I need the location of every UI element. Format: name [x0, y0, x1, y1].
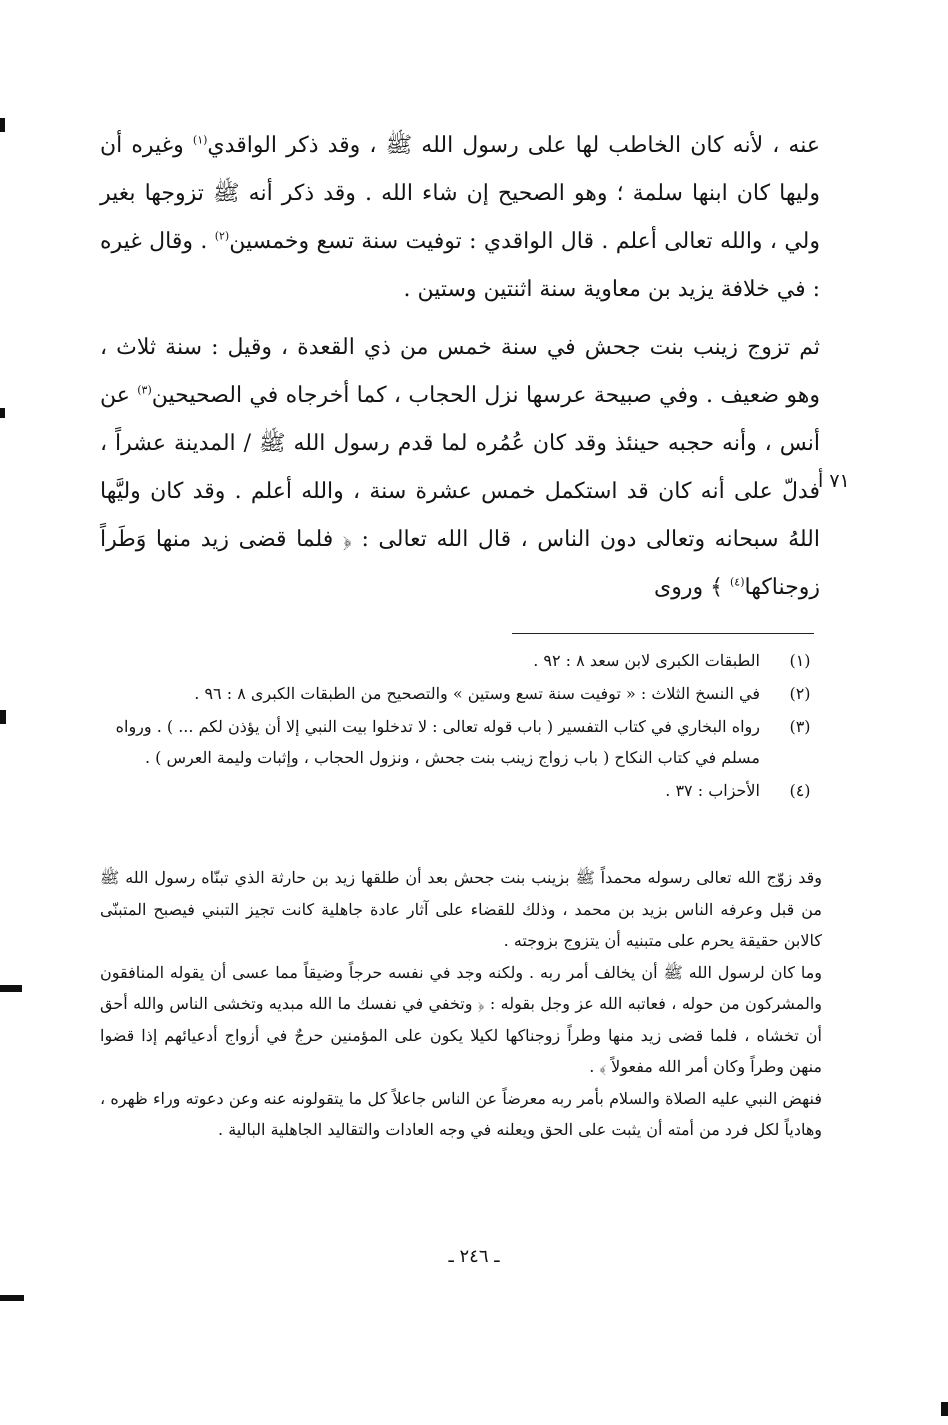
scan-mark	[0, 710, 6, 724]
text-span: وغيره أن وليها كان ابنها سلمة ؛ وهو الصحيح إن شاء الله . وقد ذكر أنه ﷺ تزوجها بغير ولي ، والله تعالى أعلم . قال الواقدي : توفيت سنة تسع وخمسين	[100, 133, 821, 254]
text-span: ﴾ وروى	[654, 575, 730, 600]
text-span: عن أنس ، وأنه حجبه حينئذ وقد كان عُمُره لما قدم رسول الله ﷺ / المدينة عشراً ، فدلّ على أنه كان قد استكمل خمس عشرة سنة ، والله أعلم . وقد كان وليَّها اللهُ سبحانه وتعالى دون الناس ، قال الله تعالى : ﴿ فلما قضى زيد منها وَطَراً زوجناكها	[100, 383, 820, 600]
footnotes	[100, 645, 820, 808]
footnote-2	[100, 678, 820, 709]
footnote-number: (١)	[789, 651, 811, 670]
footnote-ref: (٤)	[729, 575, 745, 589]
editor-note-paragraph: وقد زوّج الله تعالى رسوله محمداً ﷺ بزينب بنت جحش بعد أن طلقها زيد بن حارثة الذي تبنّاه رسول الله ﷺ من قبل وعرفه الناس بزيد بن محمد ، وذلك للقضاء على آثار عادة جاهلية كانت تجيز التبني فيصبح المتبنّى كالابن حقيقة يحرم على متبنيه أن يتزوج بزوجته .	[100, 868, 823, 950]
footnote-number: (٤)	[789, 781, 811, 800]
main-text	[100, 122, 820, 612]
text-span: عنه ، لأنه كان الخاطب لها على رسول الله ﷺ ، وقد ذكر الواقدي	[207, 133, 820, 158]
editor-note	[100, 862, 822, 1146]
footnote-number: (٢)	[789, 684, 811, 703]
text-span: . وقال غيره : في خلافة يزيد بن معاوية سنة اثنتين وستين .	[100, 229, 820, 302]
footnote-3	[100, 711, 820, 773]
footnote-text: الأحزاب : ٣٧ .	[665, 781, 760, 800]
scan-mark	[0, 985, 22, 992]
footnote-ref: (٢)	[214, 229, 230, 243]
editor-note-paragraph: فنهض النبي عليه الصلاة والسلام بأمر ربه معرضاً عن الناس جاعلاً كل ما يتقولونه عنه وعن دعوته وراء ظهره ، وهادياً لكل فرد من أمته أن يثبت على الحق ويعلنه في وجه العادات والتقاليد الجاهلية البالية .	[100, 1088, 822, 1139]
footnote-number: (٣)	[789, 717, 811, 736]
footnote-4	[100, 775, 820, 806]
scan-mark	[941, 1402, 948, 1416]
paragraph-2	[100, 324, 820, 612]
footnote-text: الطبقات الكبرى لابن سعد ٨ : ٩٢ .	[533, 651, 760, 670]
footnote-1	[100, 645, 820, 676]
scan-mark	[0, 408, 5, 418]
page-number: ـ ٢٤٦ ـ	[448, 1246, 500, 1267]
footnote-ref: (١)	[192, 133, 208, 147]
manuscript-folio-note: ٧١ أ	[818, 470, 850, 492]
editor-note-paragraph: وما كان لرسول الله ﷺ أن يخالف أمر ربه . ولكنه وجد في نفسه حرجاً وضيقاً مما عسى أن يقوله المنافقون والمشركون من حوله ، فعاتبه الله عز وجل بقوله : ﴿ وتخفي في نفسك ما الله مبديه وتخشى الناس والله أحق أن تخشاه ، فلما قضى زيد منها وطراً زوجناكها لكيلا يكون على المؤمنين حرجٌ في أزواج أدعيائهم إذا قضوا منهن وطراً وكان أمر الله مفعولاً ﴾ .	[100, 962, 823, 1076]
footnote-separator	[512, 633, 814, 634]
footnote-text: في النسخ الثلاث : « توفيت سنة تسع وستين » والتصحيح من الطبقات الكبرى ٨ : ٩٦ .	[194, 684, 760, 703]
footnote-text: رواه البخاري في كتاب التفسير ( باب قوله تعالى : لا تدخلوا بيت النبي إلا أن يؤذن لكم ... ) . ورواه مسلم في كتاب النكاح ( باب زواج زينب بنت جحش ، ونزول الحجاب ، وإثبات وليمة العرس ) .	[115, 717, 760, 767]
scan-mark	[0, 118, 5, 132]
scan-mark	[0, 1295, 24, 1301]
text-span: ثم تزوج زينب بنت جحش في سنة خمس من ذي القعدة ، وقيل : سنة ثلاث ، وهو ضعيف . وفي صبيحة عرسها نزل الحجاب ، كما أخرجاه في الصحيحين	[100, 335, 820, 408]
paragraph-1	[100, 122, 820, 314]
footnote-ref: (٣)	[137, 383, 152, 397]
